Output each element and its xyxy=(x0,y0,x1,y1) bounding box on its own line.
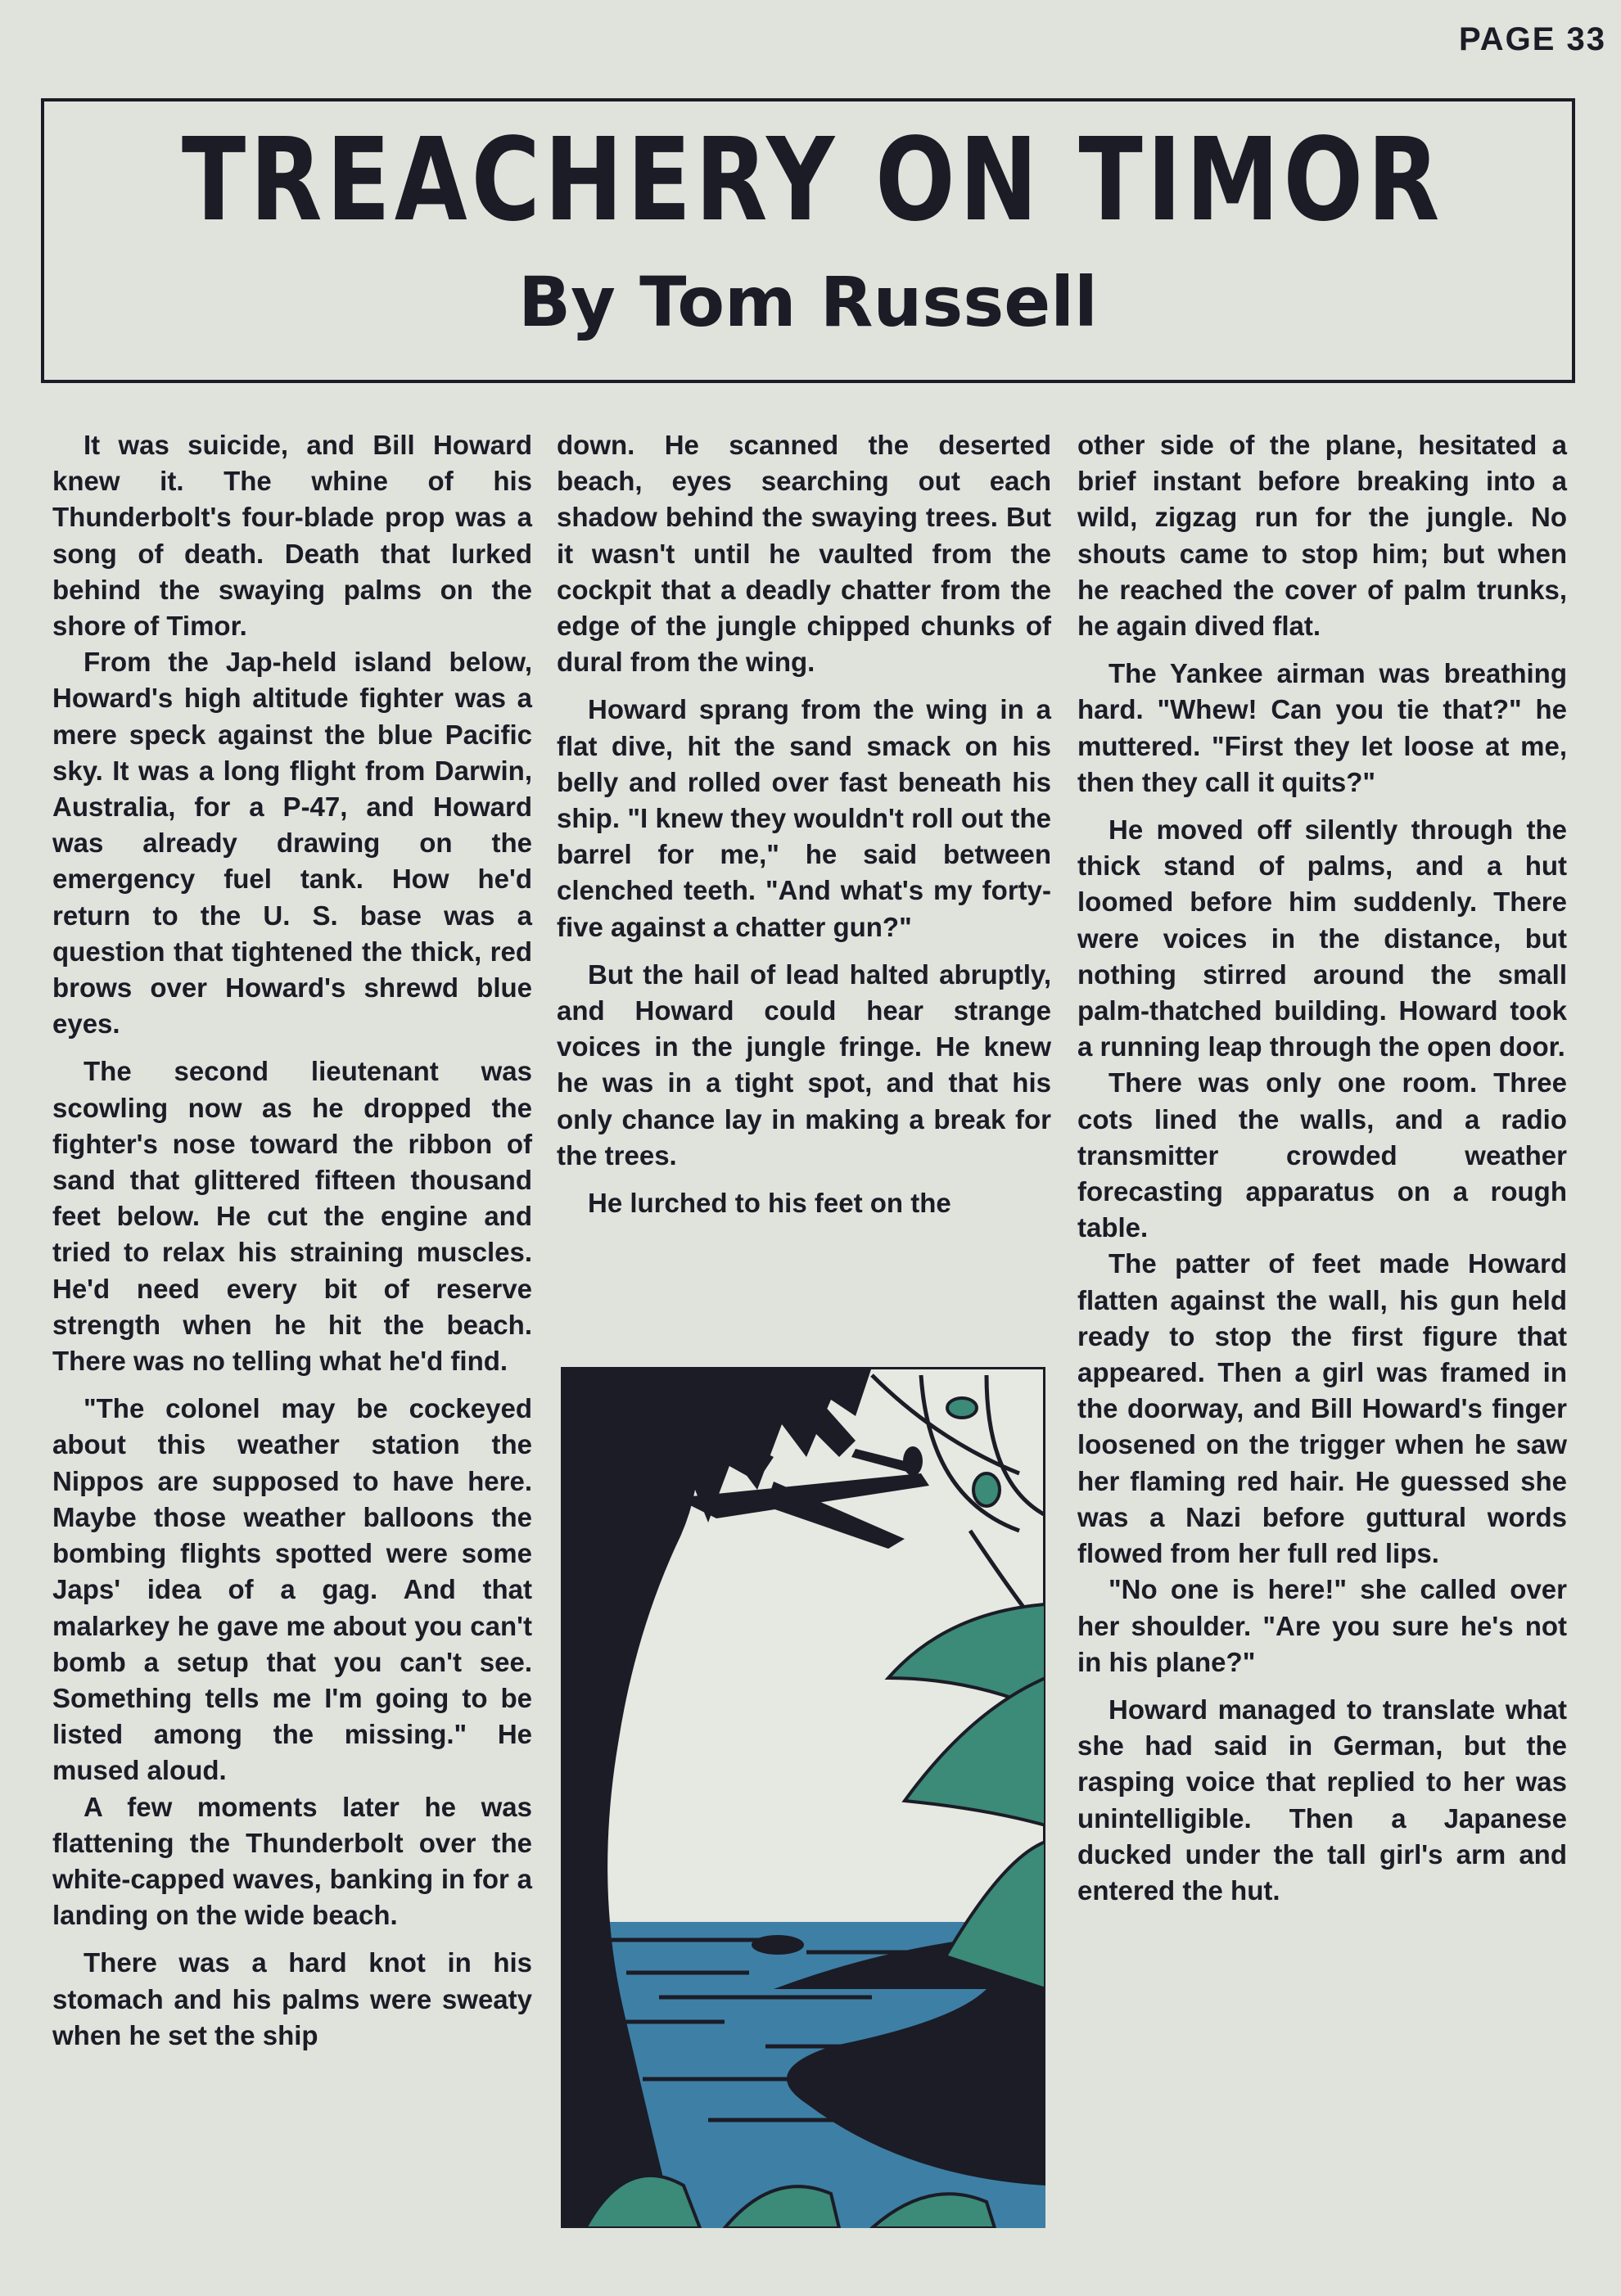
paragraph: The second lieutenant was scowling now as he dropped the fighter's nose toward the ribbon of sand that glittered fifteen thousand feet below. He cut the engine and tried to relax his straining muscles. He'd need every bit of reserve strength when he hit the beach. There was no telling what he'd find. xyxy=(52,1056,532,1377)
paragraph: It was suicide, and Bill Howard knew it. The whine of his Thunderbolt's four-blade prop was a song of death. Death that lurked behind the swaying palms on the shore of Timor. xyxy=(52,430,532,642)
title-box xyxy=(41,98,1575,383)
paragraph: Howard sprang from the wing in a flat dive, hit the sand smack on his belly and rolled over fast beneath his ship. "I knew they wouldn't roll out the barrel for me," he said between clenched teeth. "And what's my forty-five against a chatter gun?" xyxy=(557,694,1051,942)
rock xyxy=(752,1935,804,1955)
text-column-3 xyxy=(1077,427,1567,1909)
paragraph: other side of the plane, hesitated a brief instant before breaking into a wild, zigzag run for the jungle. No shouts came to stop him; but when he reached the cover of palm trunks, he again dived flat. xyxy=(1077,430,1567,642)
paragraph: There was a hard knot in his stomach and his palms were sweaty when he set the ship xyxy=(52,1947,532,2050)
paragraph: "The colonel may be cockeyed about this weather station the Nippos are supposed to have here. Maybe those weather balloons the bombing flights spotted were some Japs' idea of a gag. And that malarkey he gave me about you can't bomb a setup that you can't see. Something tells me I'm going to be listed among the missing." He mused aloud. xyxy=(52,1393,532,1786)
story-title: TREACHERY ON TIMOR xyxy=(181,114,1444,247)
paragraph: There was only one room. Three cots lined the walls, and a radio transmitter crowded weather forecasting apparatus on a rough table. xyxy=(1077,1067,1567,1243)
paragraph: He moved off silently through the thick stand of palms, and a hut loomed before him suddenly. There were voices in the distance, but nothing stirred around the small palm-thatched building. Howard took a running leap through the open door. xyxy=(1077,814,1567,1062)
paragraph: down. He scanned the deserted beach, eyes searching out each shadow behind the swaying trees. But it wasn't until he vaulted from the cockpit that a deadly chatter from the edge of the jungle chipped chunks of dural from the wing. xyxy=(557,430,1051,678)
paragraph: "No one is here!" she called over her shoulder. "Are you sure he's not in his plane?" xyxy=(1077,1574,1567,1677)
page-number: PAGE 33 xyxy=(1459,21,1606,57)
paragraph: A few moments later he was flattening the Thunderbolt over the white-capped waves, banking in for a landing on the wide beach. xyxy=(52,1791,532,1931)
paragraph: From the Jap-held island below, Howard's high altitude fighter was a mere speck against the blue Pacific sky. It was a long flight from Darwin, Australia, for a P-47, and Howard was already drawing on the emergency fuel tank. How he'd return to the U. S. base was a question that tightened the thick, red brows over Howard's shrewd blue eyes. xyxy=(52,647,532,1040)
byline: By Tom Russell xyxy=(518,262,1098,342)
paragraph: The patter of feet made Howard flatten against the wall, his gun held ready to stop the first figure that appeared. Then a girl was framed in the doorway, and Bill Howard's finger loosened on the trigger when he saw her flaming red hair. He guessed she was a Nazi before guttural words flowed from her full red lips. xyxy=(1077,1248,1567,1569)
illustration-palm-beach-plane xyxy=(561,1367,1045,2228)
paragraph: The Yankee airman was breathing hard. "Whew! Can you tie that?" he muttered. "First they let loose at me, then they call it quits?" xyxy=(1077,658,1567,797)
paragraph: But the hail of lead halted abruptly, and Howard could hear strange voices in the jungle fringe. He knew he was in a tight spot, and that his only chance lay in making a break for the trees. xyxy=(557,959,1051,1171)
text-column-2 xyxy=(557,427,1051,1221)
paragraph: He lurched to his feet on the xyxy=(588,1188,951,1219)
text-column-1 xyxy=(52,427,532,2054)
paragraph: Howard managed to translate what she had said in German, but the rasping voice that replied to her was unintelligible. Then a Japanese ducked under the tall girl's arm and entered the hut. xyxy=(1077,1694,1567,1906)
